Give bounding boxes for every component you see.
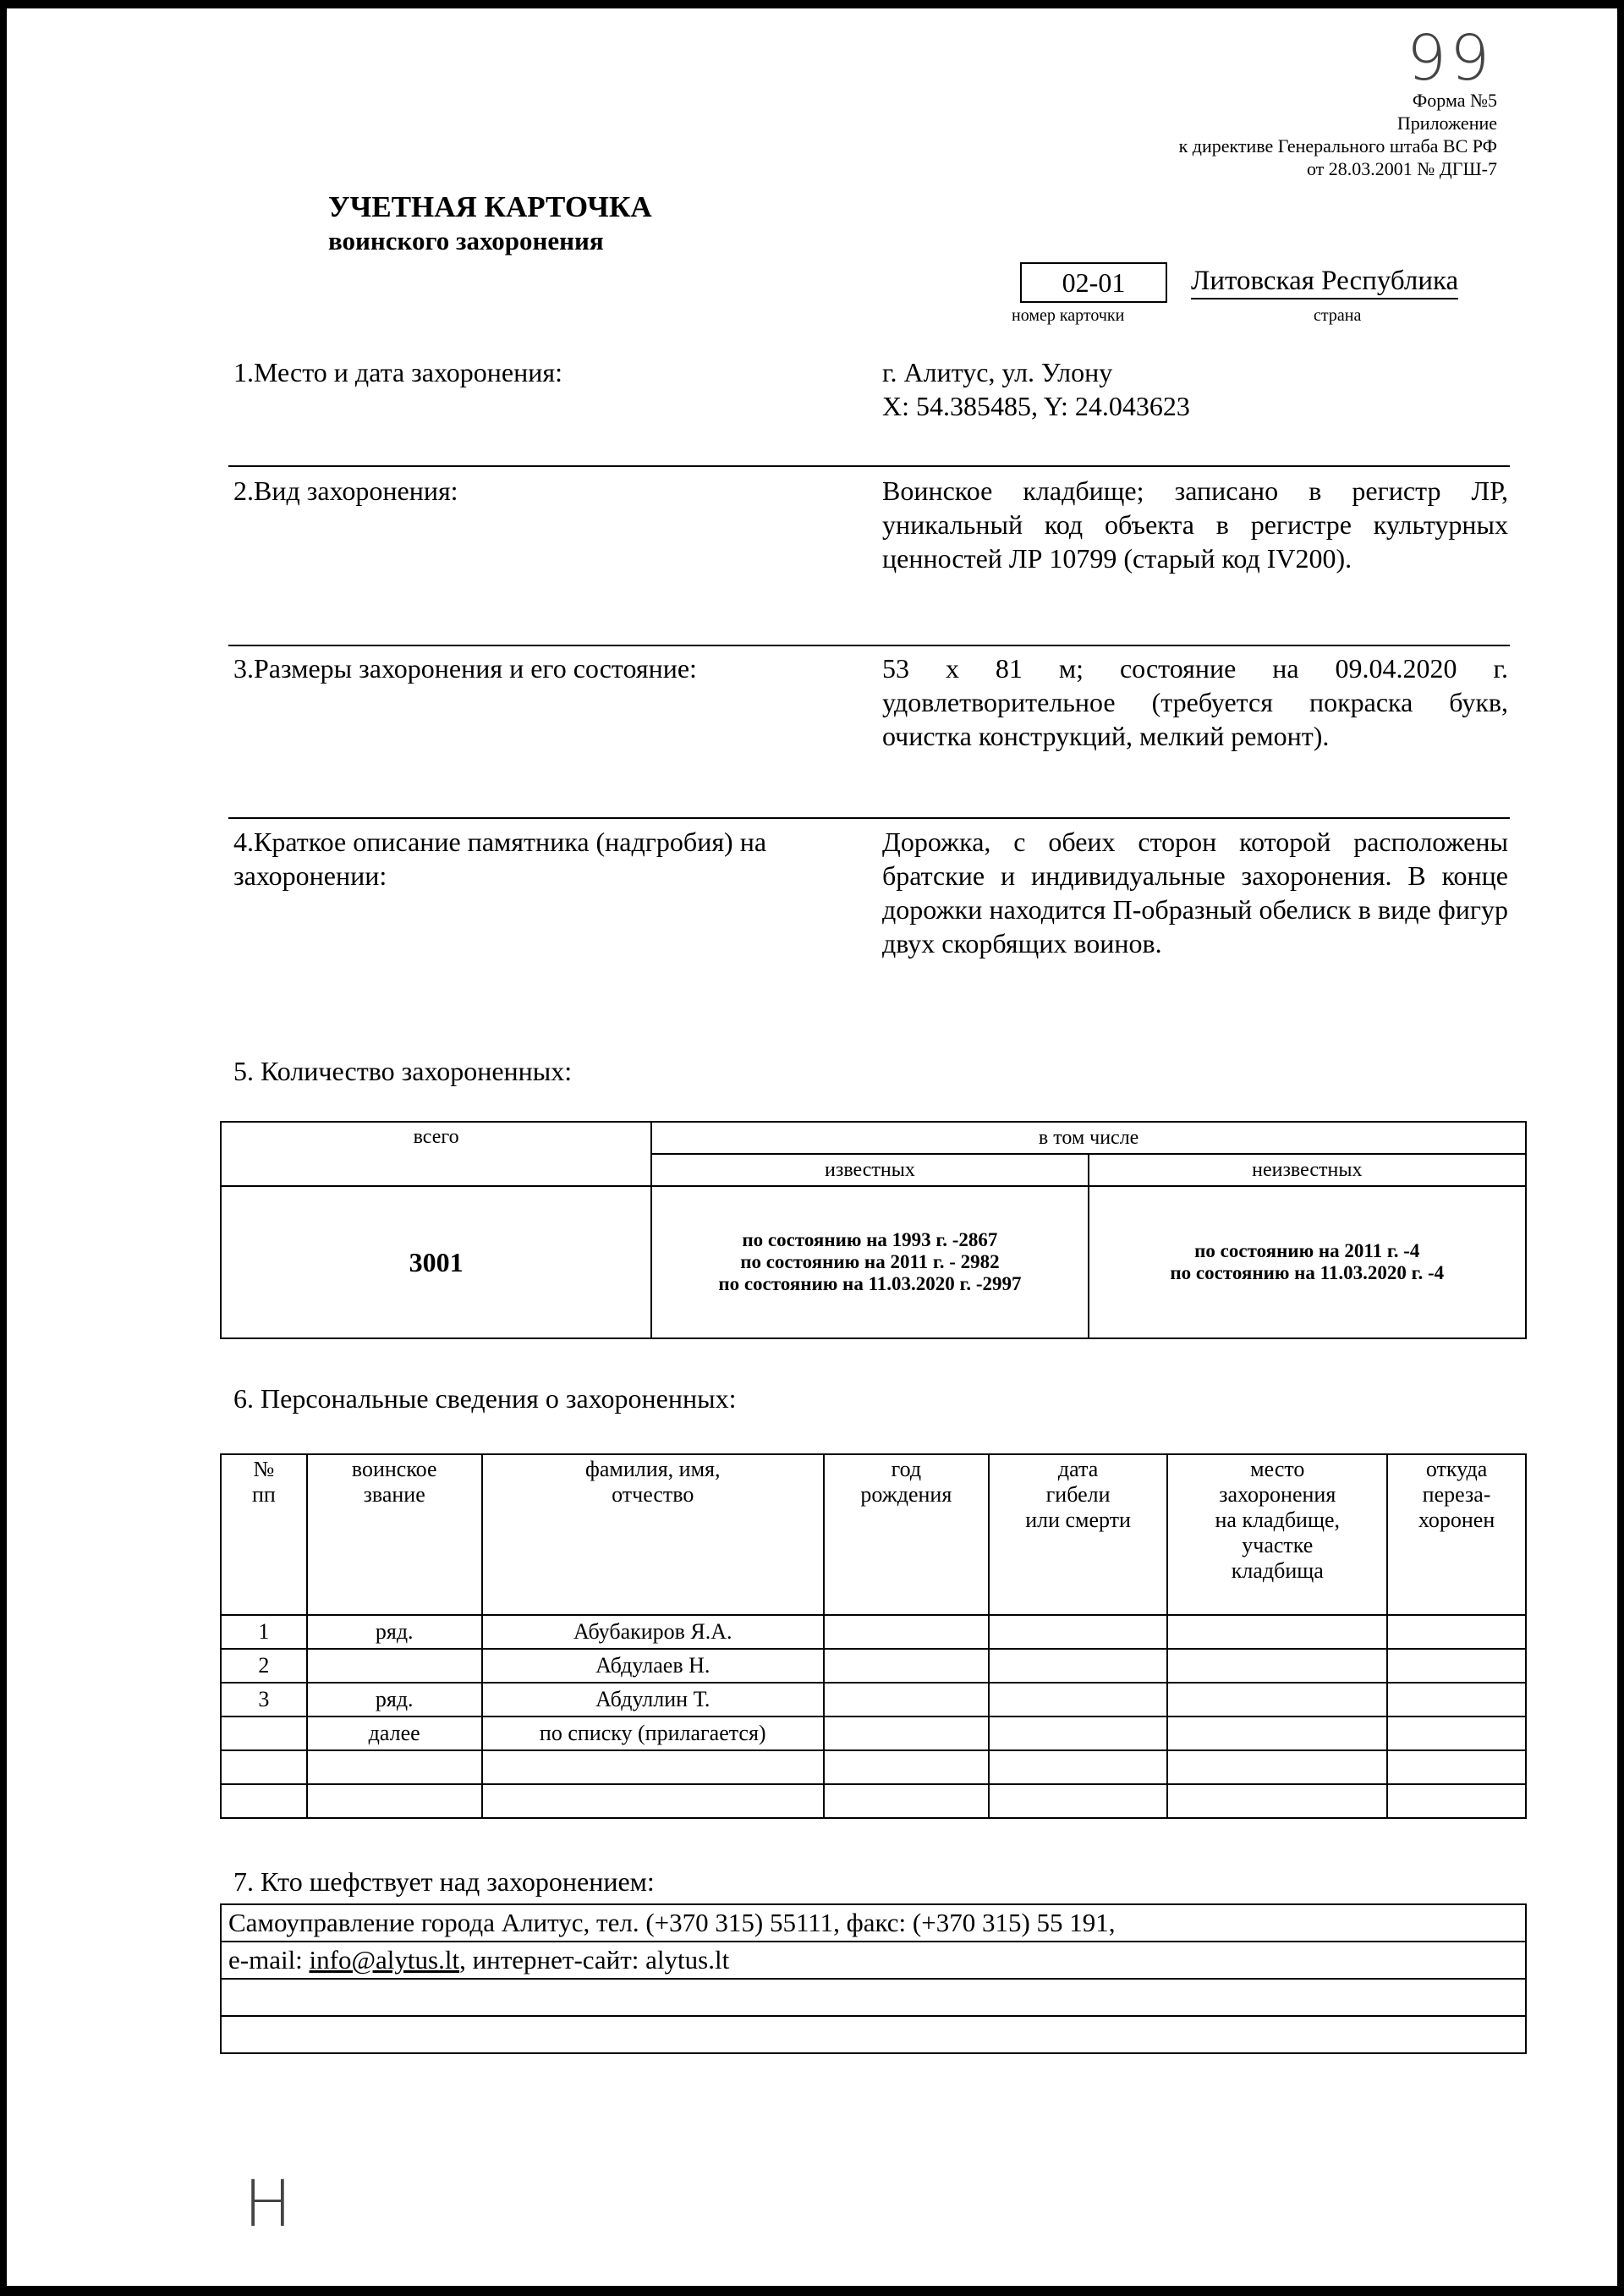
header-death-date: дата гибели или смерти: [989, 1454, 1168, 1615]
cell: [482, 1784, 824, 1818]
card-number: 02-01: [1020, 262, 1167, 303]
burial-coordinates: X: 54.385485, Y: 24.043623: [882, 391, 1190, 421]
cell: [1167, 1615, 1387, 1649]
cell: [1387, 1750, 1526, 1784]
cell: [989, 1649, 1168, 1683]
known-count-1993: по состоянию на 1993 г. -2867: [742, 1229, 998, 1250]
section-label: 3.Размеры захоронения и его состояние:: [233, 653, 697, 684]
cell: [824, 1615, 989, 1649]
known-count-2020: по состоянию на 11.03.2020 г. -2997: [718, 1273, 1022, 1294]
handwritten-mark: Н: [244, 2166, 293, 2241]
cell: [989, 1683, 1168, 1717]
country-value: Литовская Республика: [1191, 264, 1458, 299]
section-burial-size: [228, 651, 1510, 795]
country-caption: страна: [1314, 306, 1362, 325]
divider: [228, 645, 1510, 646]
header-total: всего: [221, 1122, 651, 1186]
section-value: [882, 355, 1508, 423]
cell: [824, 1717, 989, 1750]
header-rank: воинское звание: [307, 1454, 482, 1615]
cell: [1387, 1615, 1526, 1649]
header-known: известных: [651, 1154, 1088, 1186]
unknown-count-2011: по состоянию на 2011 г. -4: [1194, 1240, 1420, 1261]
cell: [824, 1683, 989, 1717]
cell: [1387, 1784, 1526, 1818]
card-title-sub: воинского захоронения: [328, 226, 604, 255]
cell: [824, 1649, 989, 1683]
cell: [221, 1750, 307, 1784]
cell: [989, 1615, 1168, 1649]
section-monument-description: [228, 825, 1510, 1011]
section-label: 1.Место и дата захоронения:: [233, 357, 562, 387]
section-value: 53 х 81 м; состояние на 09.04.2020 г. удовлетворительное (требуется покраска букв, очистка конструкций, мелкий ремонт).: [882, 653, 1508, 751]
section-patron-title: 7. Кто шефствует над захоронением:: [233, 1866, 655, 1897]
table-row: [221, 1615, 1526, 1649]
cell: [1167, 1683, 1387, 1717]
cell: [1387, 1717, 1526, 1750]
section-burial-place: [228, 355, 1510, 440]
table-row: [221, 1717, 1526, 1750]
cell: [1167, 1750, 1387, 1784]
patron-empty-row: [221, 1979, 1526, 2016]
known-count-2011: по состоянию на 2011 г. - 2982: [740, 1251, 1000, 1272]
patron-contact-line2: [221, 1942, 1526, 1979]
header-burial-place: место захоронения на кладбище, участке кладбища: [1167, 1454, 1387, 1615]
section-persons-title: 6. Персональные сведения о захороненных:: [233, 1383, 737, 1414]
known-count: [651, 1186, 1088, 1338]
directive-label: к директиве Генерального штаба ВС РФ: [1178, 135, 1497, 157]
header-including: в том числе: [651, 1122, 1526, 1154]
email-link[interactable]: info@alytus.lt: [309, 1945, 460, 1975]
cell: [221, 1717, 307, 1750]
card-title: [328, 190, 652, 258]
cell: [1387, 1683, 1526, 1717]
divider: [228, 817, 1510, 819]
cell: [989, 1750, 1168, 1784]
cell: 2: [221, 1649, 307, 1683]
cell: 1: [221, 1615, 307, 1649]
unknown-count-2020: по состоянию на 11.03.2020 г. -4: [1170, 1262, 1445, 1283]
cell: [221, 1784, 307, 1818]
cell: [307, 1649, 482, 1683]
card-title-main: УЧЕТНАЯ КАРТОЧКА: [328, 190, 652, 223]
table-row: [221, 1784, 1526, 1818]
cell: [1387, 1649, 1526, 1683]
cell: Абдулаев Н.: [482, 1649, 824, 1683]
unknown-count: [1089, 1186, 1526, 1338]
cell: ряд.: [307, 1683, 482, 1717]
section-value: Воинское кладбище; записано в регистр ЛР, уникальный код объекта в регистре культурных ценностей ЛР 10799 (старый код IV200).: [882, 475, 1508, 574]
burial-count-table: [220, 1121, 1527, 1339]
cell: ряд.: [307, 1615, 482, 1649]
section-label: 2.Вид захоронения:: [233, 475, 458, 506]
cell: [1167, 1784, 1387, 1818]
cell: [824, 1750, 989, 1784]
patron-contact-line1: Самоуправление города Алитус, тел. (+370 315) 55111, факс: (+370 315) 55 191,: [221, 1904, 1526, 1942]
form-header-note: [1179, 89, 1497, 180]
appendix-label: Приложение: [1396, 113, 1497, 134]
cell: [482, 1750, 824, 1784]
section-value: Дорожка, с обеих сторон которой расположены братские и индивидуальные захоронения. В конце дорожки находится П-образный обелиск в виде фигур двух скорбящих воинов.: [882, 827, 1508, 958]
card-number-caption: номер карточки: [1012, 306, 1125, 325]
cell: Абдуллин Т.: [482, 1683, 824, 1717]
form-number: Форма №5: [1412, 90, 1497, 111]
cell: Абубакиров Я.А.: [482, 1615, 824, 1649]
header-unknown: неизвестных: [1089, 1154, 1526, 1186]
handwritten-page-number: 99: [1407, 22, 1494, 95]
section-label: 4.Краткое описание памятника (надгробия) на захоронении:: [233, 827, 767, 891]
directive-date: от 28.03.2001 № ДГШ-7: [1306, 158, 1497, 179]
patron-table: [220, 1903, 1527, 2054]
divider: [228, 465, 1510, 467]
cell: [824, 1784, 989, 1818]
cell: [1167, 1717, 1387, 1750]
header-number: № пп: [221, 1454, 307, 1615]
persons-table: [220, 1453, 1527, 1819]
table-row: [221, 1750, 1526, 1784]
total-count: 3001: [221, 1186, 651, 1338]
header-reburied-from: откуда переза- хоронен: [1387, 1454, 1526, 1615]
cell: [1167, 1649, 1387, 1683]
cell: [307, 1750, 482, 1784]
table-row: [221, 1683, 1526, 1717]
patron-empty-row: [221, 2016, 1526, 2053]
section-burial-type: [228, 474, 1510, 626]
header-birth-year: год рождения: [824, 1454, 989, 1615]
cell: [989, 1784, 1168, 1818]
burial-address: г. Алитус, ул. Улону: [882, 357, 1113, 387]
cell: по списку (прилагается): [482, 1717, 824, 1750]
cell: [307, 1784, 482, 1818]
cell: далее: [307, 1717, 482, 1750]
email-prefix: e-mail:: [228, 1945, 310, 1975]
cell: 3: [221, 1683, 307, 1717]
website-label: , интернет-сайт: alytus.lt: [459, 1945, 730, 1975]
header-name: фамилия, имя, отчество: [482, 1454, 824, 1615]
table-row: [221, 1649, 1526, 1683]
section-count-title: 5. Количество захороненных:: [233, 1056, 573, 1086]
cell: [989, 1717, 1168, 1750]
